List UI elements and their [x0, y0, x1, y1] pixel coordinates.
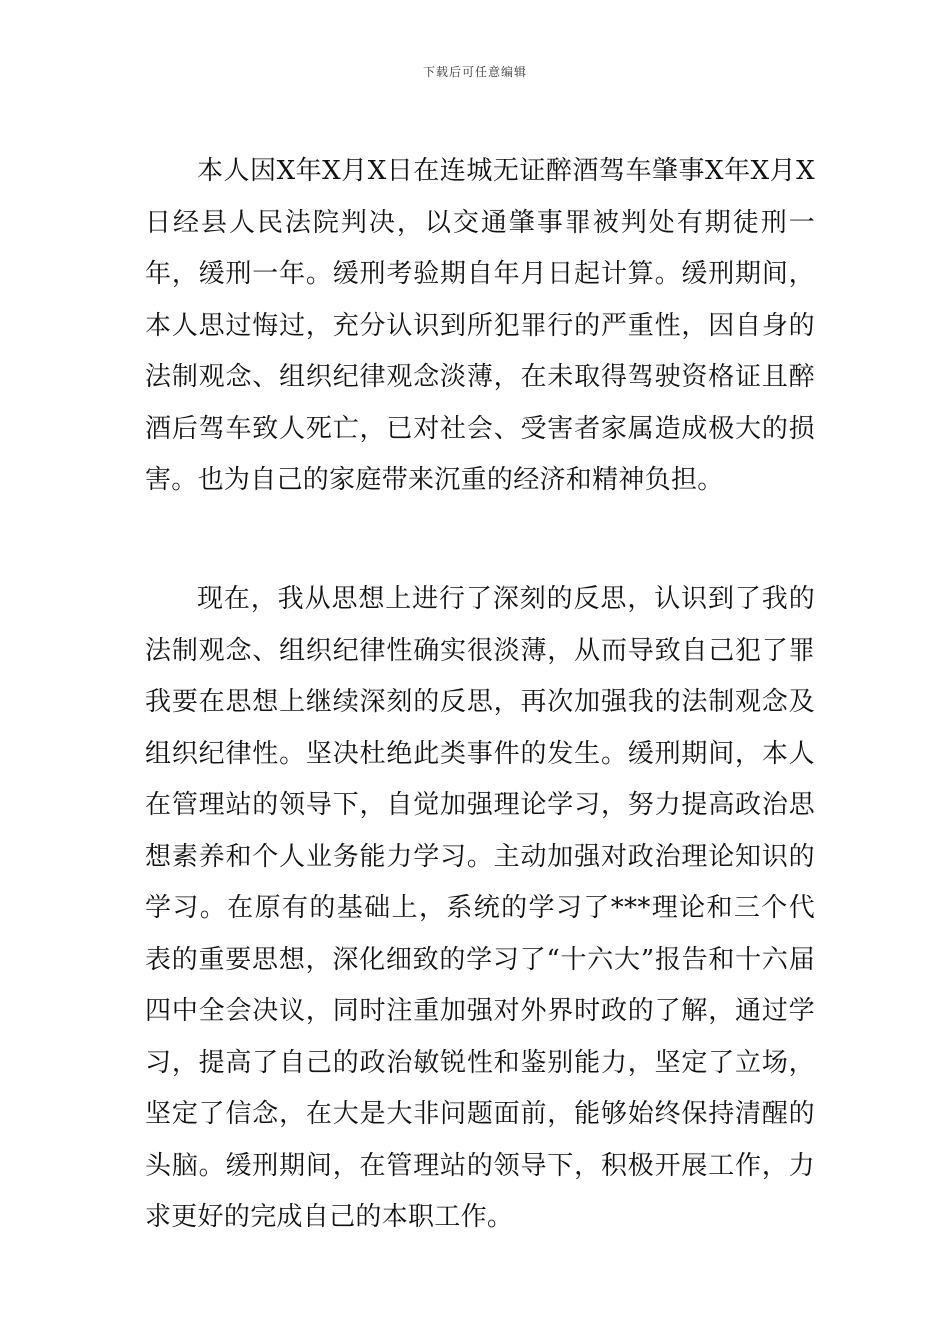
- page-header: 下载后可任意编辑: [422, 65, 527, 79]
- paragraph-1: 本人因X年X月X日在连城无证醉酒驾车肇事X年X月X日经县人民法院判决，以交通肇事罪被判处有期徒刑一年，缓刑一年。缓刑考验期自年月日起计算。缓刑期间，本人思过悔过，充分认识到所犯罪行的严重性，因自身的法制观念、组织纪律观念淡薄，在未取得驾驶资格证且醉酒后驾车致人死亡，已对社会、受害者家属造成极大的损害。也为自己的家庭带来沉重的经济和精神负担。: [145, 156, 815, 495]
- paragraph-2: 现在，我从思想上进行了深刻的反思，认识到了我的法制观念、组织纪律性确实很淡薄，从而导致自己犯了罪我要在思想上继续深刻的反思，再次加强我的法制观念及组织纪律性。坚决杜绝此类事件的发生。缓刑期间，本人在管理站的领导下，自觉加强理论学习，努力提高政治思想素养和个人业务能力学习。主动加强对政治理论知识的学习。在原有的基础上，系统的学习了***理论和三个代表的重要思想，深化细致的学习了“十六大”报告和十六届四中全会决议，同时注重加强对外界时政的了解，通过学习，提高了自己的政治敏锐性和鉴别能力，坚定了立场，坚定了信念，在大是大非问题面前，能够始终保持清醒的头脑。缓刑期间，在管理站的领导下，积极开展工作，力求更好的完成自己的本职工作。: [145, 584, 815, 1232]
